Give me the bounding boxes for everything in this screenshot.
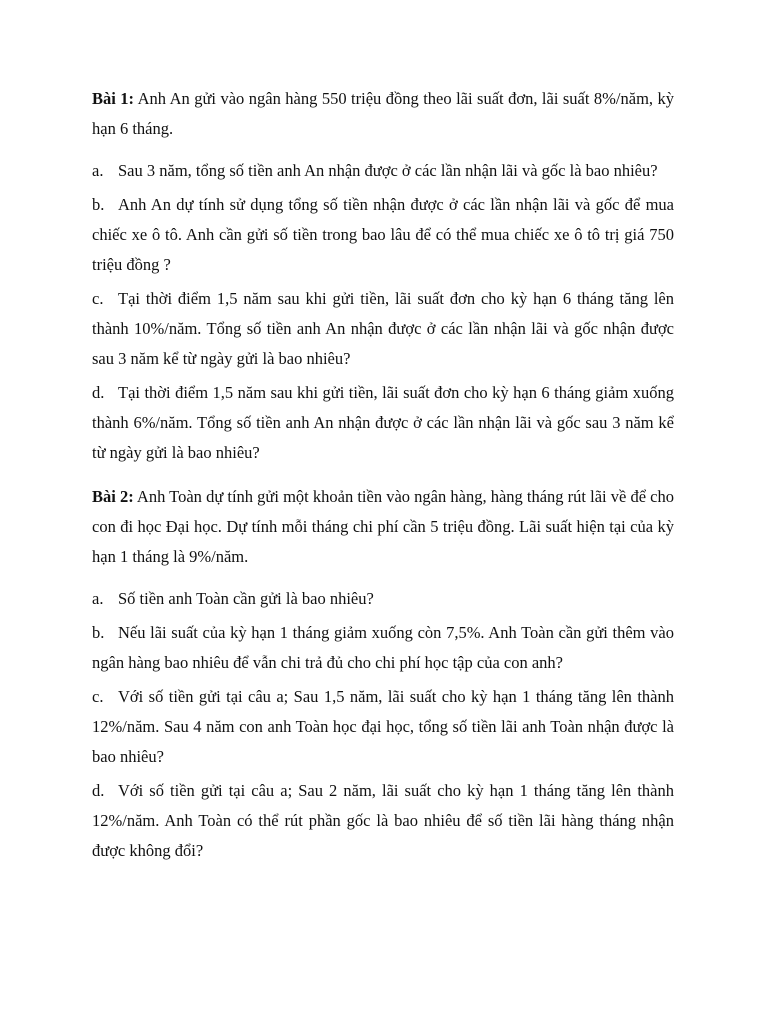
item-marker: d. (92, 781, 105, 800)
problem-1-item-c (92, 284, 674, 374)
item-text: Anh An dự tính sử dụng tổng số tiền nhận được ở các lần nhận lãi và gốc để mua chiếc xe ô tô. Anh cần gửi số tiền trong bao lâu để có thể mua chiếc xe ô tô trị giá 750 triệu đồng ? (92, 195, 674, 274)
item-text: Với số tiền gửi tại câu a; Sau 1,5 năm, lãi suất cho kỳ hạn 1 tháng tăng lên thành 12%/năm. Sau 4 năm con anh Toàn học đại học, tổng số tiền lãi anh Toàn nhận được là bao nhiêu? (92, 687, 674, 766)
item-marker: b. (92, 195, 105, 214)
problem-1-item-b (92, 190, 674, 280)
item-marker: d. (92, 383, 105, 402)
problem-2-item-c (92, 682, 674, 772)
item-text: Sau 3 năm, tổng số tiền anh An nhận được ở các lần nhận lãi và gốc là bao nhiêu? (118, 161, 658, 180)
problem-2-text: Anh Toàn dự tính gửi một khoản tiền vào ngân hàng, hàng tháng rút lãi về để cho con đi học Đại học. Dự tính mỗi tháng chi phí cần 5 triệu đồng. Lãi suất hiện tại của kỳ hạn 1 tháng là 9%/năm. (92, 487, 674, 566)
problem-1-item-d (92, 378, 674, 468)
item-text: Với số tiền gửi tại câu a; Sau 2 năm, lãi suất cho kỳ hạn 1 tháng tăng lên thành 12%/năm. Anh Toàn có thể rút phần gốc là bao nhiêu để số tiền lãi hàng tháng nhận được không đổi? (92, 781, 674, 860)
item-marker: c. (92, 289, 104, 308)
item-marker: a. (92, 161, 104, 180)
problem-2-item-d (92, 776, 674, 866)
problem-2-item-b (92, 618, 674, 678)
problem-1-statement (92, 84, 674, 144)
section-gap (92, 472, 674, 482)
item-marker: b. (92, 623, 105, 642)
document-page (92, 84, 674, 870)
problem-1-item-a (92, 156, 674, 186)
item-text: Nếu lãi suất của kỳ hạn 1 tháng giảm xuống còn 7,5%. Anh Toàn cần gửi thêm vào ngân hàng bao nhiêu để vẫn chi trả đủ cho chi phí học tập của con anh? (92, 623, 674, 672)
item-marker: a. (92, 589, 104, 608)
problem-2-label: Bài 2: (92, 487, 134, 506)
item-marker: c. (92, 687, 104, 706)
problem-2-statement (92, 482, 674, 572)
problem-1-text: Anh An gửi vào ngân hàng 550 triệu đồng theo lãi suất đơn, lãi suất 8%/năm, kỳ hạn 6 tháng. (92, 89, 674, 138)
problem-1-label: Bài 1: (92, 89, 135, 108)
item-text: Tại thời điểm 1,5 năm sau khi gửi tiền, lãi suất đơn cho kỳ hạn 6 tháng tăng lên thành 10%/năm. Tổng số tiền anh An nhận được ở các lần nhận lãi và gốc nhận được sau 3 năm kể từ ngày gửi là bao nhiêu? (92, 289, 674, 368)
item-text: Tại thời điểm 1,5 năm sau khi gửi tiền, lãi suất đơn cho kỳ hạn 6 tháng giảm xuống thành 6%/năm. Tổng số tiền anh An nhận được ở các lần nhận lãi và gốc sau 3 năm kể từ ngày gửi là bao nhiêu? (92, 383, 674, 462)
item-text: Số tiền anh Toàn cần gửi là bao nhiêu? (118, 589, 374, 608)
problem-2-item-a (92, 584, 674, 614)
